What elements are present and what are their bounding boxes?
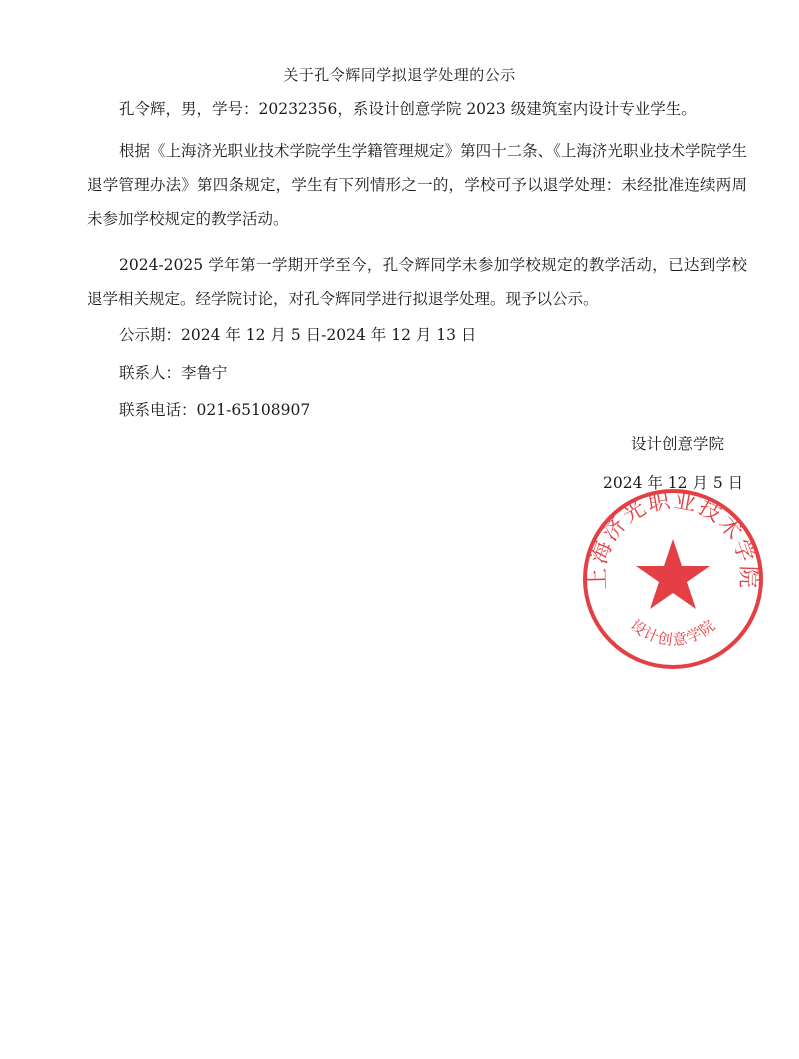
paragraph-student-info: 孔令辉，男，学号：20232356，系设计创意学院 2023 级建筑室内设计专业学生。 <box>119 100 697 118</box>
paragraph-contact-phone: 联系电话：021-65108907 <box>119 401 311 419</box>
official-seal-stamp <box>578 484 768 674</box>
seal-inner-text: 设计创意学院 <box>626 615 720 650</box>
seal-outer-text: 上海济光职业技术学院 <box>585 488 761 591</box>
paragraph-regulation: 根据《上海济光职业技术学院学生学籍管理规定》第四十二条、《上海济光职业技术学院学生退学管理办法》第四条规定，学生有下列情形之一的，学校可予以退学处理：未经批准连续两周未参加学校规定的教学活动。 <box>87 142 747 228</box>
paragraph-decision: 2024-2025 学年第一学期开学至今，孔令辉同学未参加学校规定的教学活动，已达到学校退学相关规定。经学院讨论，对孔令辉同学进行拟退学处理。现予以公示。 <box>87 256 747 308</box>
signature-date: 2024 年 12 月 5 日 <box>603 474 744 492</box>
paragraph-notice-period: 公示期：2024 年 12 月 5 日-2024 年 12 月 13 日 <box>119 326 477 344</box>
seal-star-icon <box>636 539 710 609</box>
signature-org: 设计创意学院 <box>631 435 725 453</box>
document-title: 关于孔令辉同学拟退学处理的公示 <box>283 66 516 84</box>
paragraph-contact-person: 联系人：李鲁宁 <box>119 364 228 382</box>
